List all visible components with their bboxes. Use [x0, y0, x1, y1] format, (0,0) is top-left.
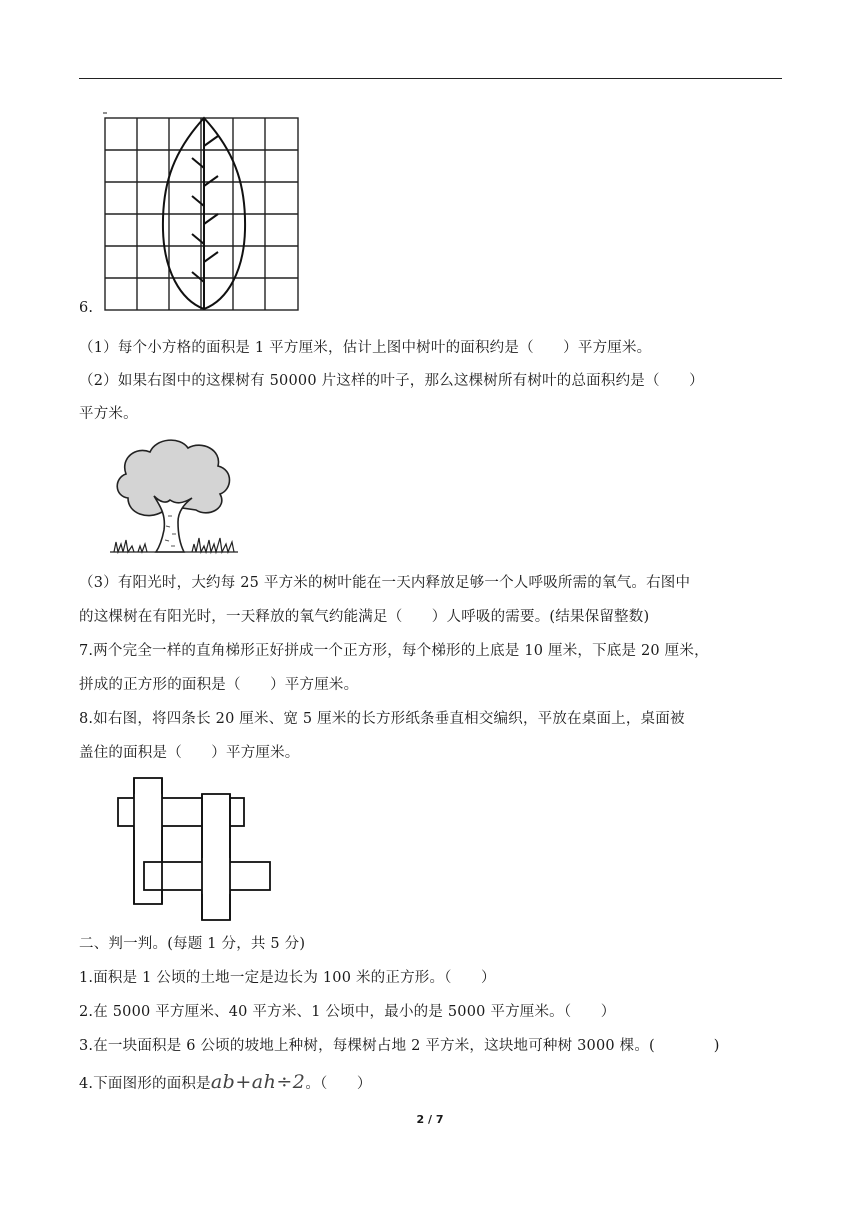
judge-3: 3.在一块面积是 6 公顷的坡地上种树，每棵树占地 2 平方米，这块地可种树 3000 棵。( ): [79, 1038, 720, 1054]
judge-4-text: 4.下面图形的面积是: [79, 1076, 211, 1092]
section-2-heading: 二、判一判。(每题 1 分，共 5 分): [79, 936, 306, 952]
question-6-part-2-line-1: （2）如果右图中的这棵树有 50000 片这样的叶子，那么这棵树所有树叶的总面积约是（ ）: [79, 373, 704, 389]
judge-1: 1.面积是 1 公顷的土地一定是边长为 100 米的正方形。（ ）: [79, 970, 496, 986]
leaf-grid-figure: [100, 110, 304, 314]
question-6-number: 6.: [79, 300, 94, 316]
question-6-part-1: （1）每个小方格的面积是 1 平方厘米，估计上图中树叶的面积约是（ ）平方厘米。: [79, 340, 652, 356]
question-6-part-2-line-2: 平方米。: [79, 406, 138, 422]
question-8-line-1: 8.如右图，将四条长 20 厘米、宽 5 厘米的长方形纸条垂直相交编织，平放在桌面上，桌面被: [79, 711, 685, 727]
judge-4: [79, 1072, 784, 1094]
judge-2: 2.在 5000 平方厘米、40 平方米、1 公顷中，最小的是 5000 平方厘米。（ ）: [79, 1004, 616, 1020]
question-6-part-3-line-1: （3）有阳光时，大约每 25 平方米的树叶能在一天内释放足够一个人呼吸所需的氧气。右图中: [79, 575, 691, 591]
question-8-line-2: 盖住的面积是（ ）平方厘米。: [79, 745, 300, 761]
question-6-part-3-line-2: 的这棵树在有阳光时，一天释放的氧气约能满足（ ）人呼吸的需要。(结果保留整数): [79, 609, 650, 625]
page-number: 2 / 7: [416, 1113, 444, 1126]
woven-strips-figure: [110, 776, 280, 924]
header-rule: [79, 78, 782, 79]
tree-figure: [108, 434, 240, 558]
judge-4-formula: ab+ah÷2: [210, 1071, 306, 1093]
judge-4-tail: 。（ ）: [305, 1076, 372, 1092]
question-7-line-2: 拼成的正方形的面积是（ ）平方厘米。: [79, 677, 359, 693]
question-7-line-1: 7.两个完全一样的直角梯形正好拼成一个正方形，每个梯形的上底是 10 厘米，下底是 20 厘米，: [79, 643, 709, 659]
